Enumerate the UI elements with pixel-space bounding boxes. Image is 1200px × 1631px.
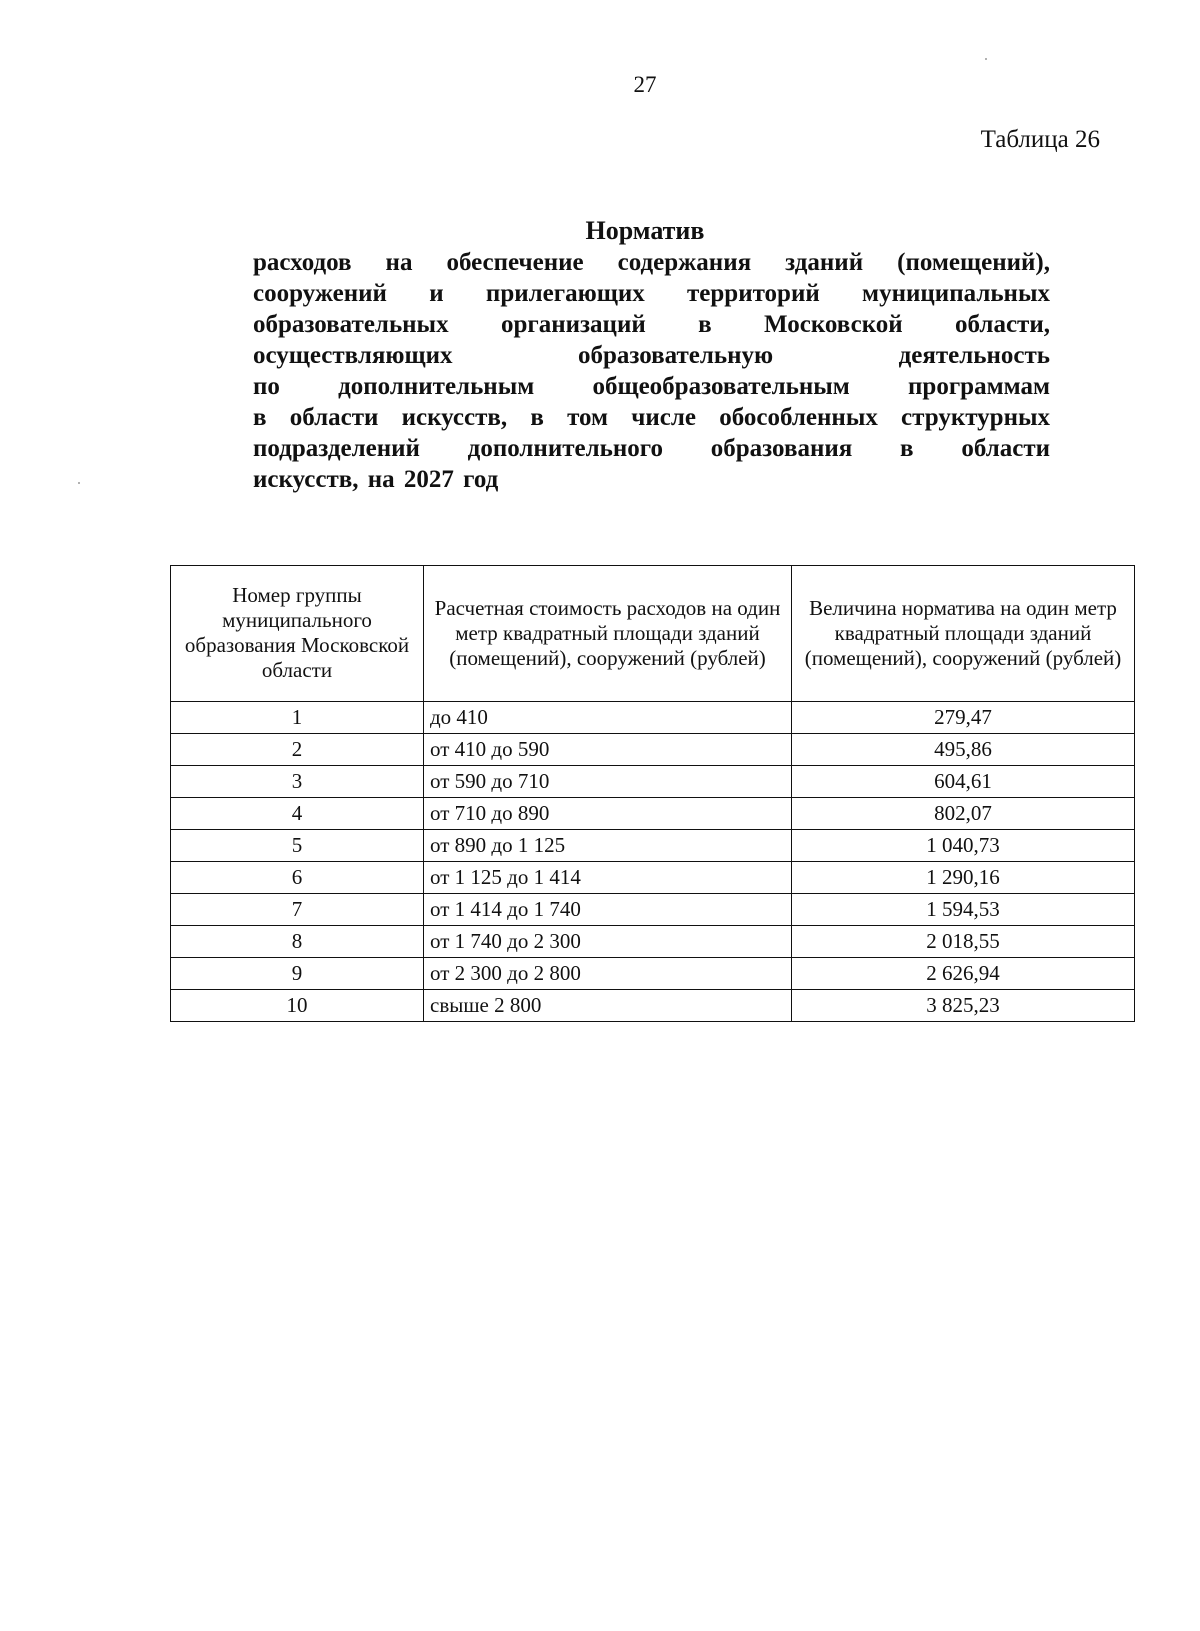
subtitle-line: осуществляющих образовательную деятельность: [253, 342, 1050, 369]
norm-value-cell: 1 290,16: [792, 862, 1135, 894]
table-row: [171, 926, 1135, 958]
scan-artifact: [985, 58, 987, 60]
group-number-cell: 1: [171, 702, 424, 734]
table-row: [171, 702, 1135, 734]
group-number-cell: 7: [171, 894, 424, 926]
norm-value-cell: 2 018,55: [792, 926, 1135, 958]
table-row: [171, 830, 1135, 862]
norm-value-cell: 279,47: [792, 702, 1135, 734]
document-subtitle: [253, 247, 1050, 495]
cost-range-cell: от 1 125 до 1 414: [424, 862, 792, 894]
norm-value-cell: 1 040,73: [792, 830, 1135, 862]
header-group-number: Номер группы муниципального образования Московской области: [171, 566, 424, 702]
group-number-cell: 2: [171, 734, 424, 766]
table-row: [171, 766, 1135, 798]
subtitle-line: подразделений дополнительного образования в области: [253, 435, 1050, 462]
table-row: [171, 734, 1135, 766]
group-number-cell: 9: [171, 958, 424, 990]
group-number-cell: 6: [171, 862, 424, 894]
subtitle-line: искусств, на 2027 год: [253, 466, 499, 493]
norm-value-cell: 802,07: [792, 798, 1135, 830]
table-label: Таблица 26: [980, 126, 1100, 153]
group-number-cell: 3: [171, 766, 424, 798]
document-title: Норматив: [585, 216, 705, 245]
cost-range-cell: свыше 2 800: [424, 990, 792, 1022]
subtitle-line: сооружений и прилегающих территорий муниципальных: [253, 280, 1050, 307]
cost-range-cell: от 410 до 590: [424, 734, 792, 766]
cost-range-cell: от 710 до 890: [424, 798, 792, 830]
table-header-row: [171, 566, 1135, 702]
table-row: [171, 990, 1135, 1022]
norm-table: [170, 565, 1135, 1022]
header-estimated-cost: Расчетная стоимость расходов на один метр квадратный площади зданий (помещений), сооружений (рублей): [424, 566, 792, 702]
norm-value-cell: 1 594,53: [792, 894, 1135, 926]
table-row: [171, 862, 1135, 894]
table-row: [171, 798, 1135, 830]
cost-range-cell: от 1 740 до 2 300: [424, 926, 792, 958]
cost-range-cell: от 2 300 до 2 800: [424, 958, 792, 990]
norm-value-cell: 604,61: [792, 766, 1135, 798]
group-number-cell: 8: [171, 926, 424, 958]
norm-value-cell: 3 825,23: [792, 990, 1135, 1022]
table-row: [171, 894, 1135, 926]
table-row: [171, 958, 1135, 990]
header-norm-value: Величина норматива на один метр квадратный площади зданий (помещений), сооружений (рублей): [792, 566, 1135, 702]
cost-range-cell: от 1 414 до 1 740: [424, 894, 792, 926]
scan-artifact: [78, 482, 80, 484]
group-number-cell: 10: [171, 990, 424, 1022]
subtitle-line: расходов на обеспечение содержания зданий (помещений),: [253, 249, 1050, 276]
subtitle-line: в области искусств, в том числе обособленных структурных: [253, 404, 1050, 431]
cost-range-cell: до 410: [424, 702, 792, 734]
subtitle-line: образовательных организаций в Московской области,: [253, 311, 1050, 338]
group-number-cell: 5: [171, 830, 424, 862]
norm-value-cell: 495,86: [792, 734, 1135, 766]
norm-value-cell: 2 626,94: [792, 958, 1135, 990]
cost-range-cell: от 890 до 1 125: [424, 830, 792, 862]
group-number-cell: 4: [171, 798, 424, 830]
page-number: 27: [633, 72, 657, 97]
subtitle-line: по дополнительным общеобразовательным программам: [253, 373, 1050, 400]
cost-range-cell: от 590 до 710: [424, 766, 792, 798]
